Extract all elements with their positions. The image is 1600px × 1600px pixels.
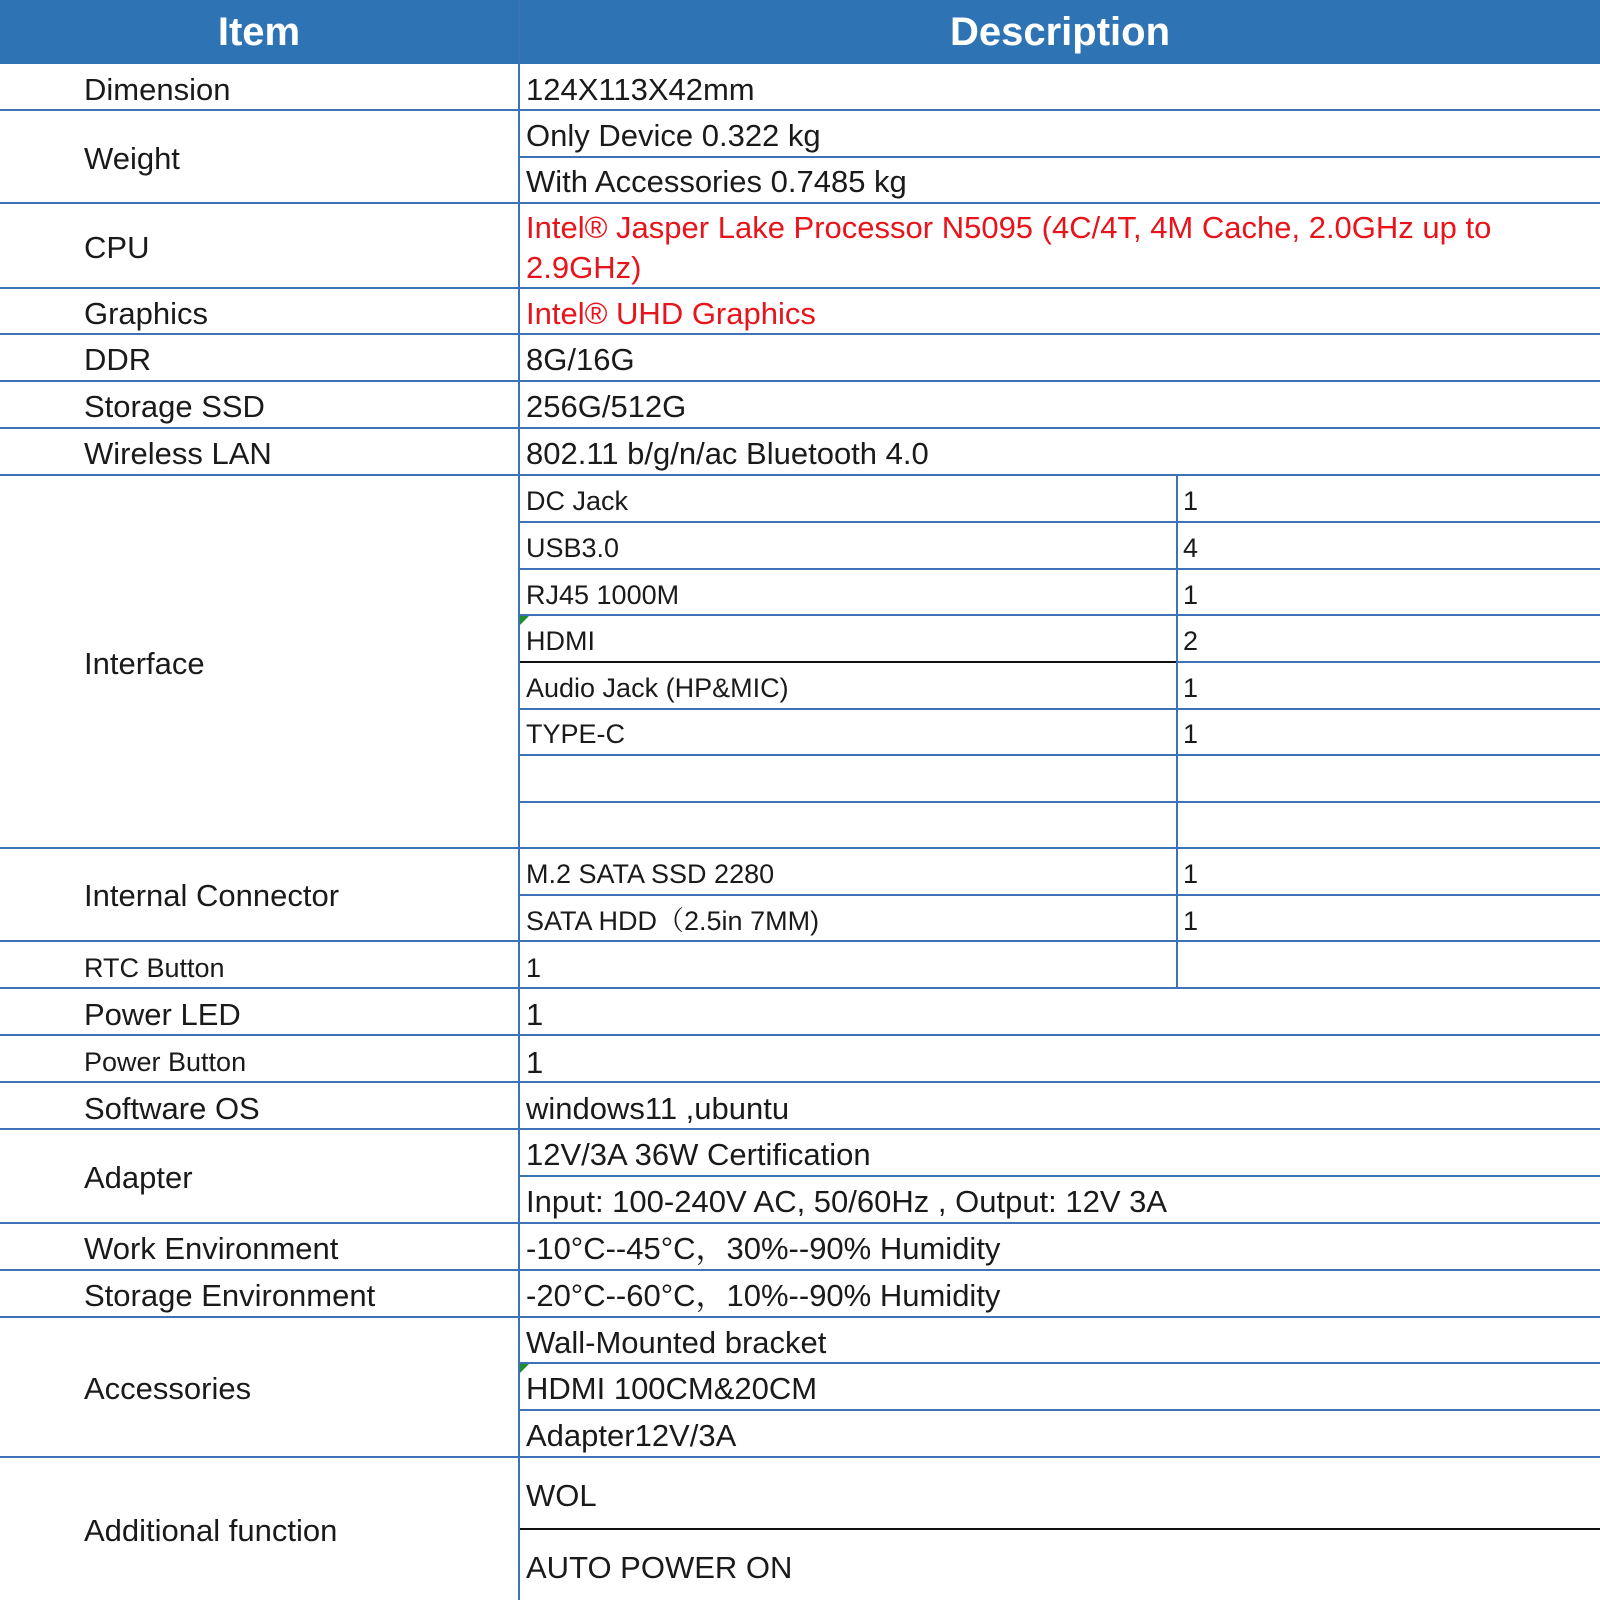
header-item: Item <box>0 0 518 64</box>
sub-divider <box>520 614 1600 616</box>
item-interface: Interface <box>84 646 205 681</box>
sub-divider <box>1178 661 1600 663</box>
value-wireless-lan: 802.11 b/g/n/ac Bluetooth 4.0 <box>526 436 929 471</box>
connector-count: 1 <box>1183 859 1199 889</box>
port-name: USB3.0 <box>526 533 620 563</box>
connector-count: 1 <box>1183 906 1199 936</box>
item-accessories: Accessories <box>84 1371 252 1406</box>
item-dimension: Dimension <box>84 72 231 107</box>
sub-divider <box>520 754 1600 756</box>
item-internal-connector: Internal Connector <box>84 878 340 913</box>
value-graphics: Intel® UHD Graphics <box>526 296 816 331</box>
value-storage-ssd: 256G/512G <box>526 389 687 424</box>
port-count: 1 <box>1183 580 1199 610</box>
value-ddr: 8G/16G <box>526 342 635 377</box>
sub-divider <box>520 156 1600 158</box>
item-cpu: CPU <box>84 230 150 265</box>
row-divider <box>0 474 1600 476</box>
value-accessory: HDMI 100CM&20CM <box>526 1371 818 1406</box>
value-function-wol: WOL <box>526 1478 597 1513</box>
port-count: 1 <box>1183 719 1199 749</box>
port-name: HDMI <box>526 626 595 656</box>
row-divider <box>0 380 1600 382</box>
row-divider <box>0 987 1600 989</box>
sub-divider <box>520 568 1600 570</box>
item-storage-ssd: Storage SSD <box>84 389 265 424</box>
value-adapter-cert: 12V/3A 36W Certification <box>526 1137 871 1172</box>
row-divider <box>0 1034 1600 1036</box>
port-count: 1 <box>1183 486 1199 516</box>
item-wireless-lan: Wireless LAN <box>84 436 272 471</box>
column-divider <box>518 0 520 1600</box>
row-divider <box>0 847 1600 849</box>
row-divider <box>0 1081 1600 1083</box>
sub-divider <box>520 661 1176 663</box>
value-function-auto-power-on: AUTO POWER ON <box>526 1550 793 1585</box>
connector-name: M.2 SATA SSD 2280 <box>526 859 775 889</box>
row-divider <box>0 1316 1600 1318</box>
row-divider <box>0 333 1600 335</box>
port-count: 4 <box>1183 533 1199 563</box>
header-description: Description <box>520 0 1600 64</box>
item-graphics: Graphics <box>84 296 209 331</box>
count-column-divider <box>1176 474 1178 987</box>
row-divider <box>0 202 1600 204</box>
item-adapter: Adapter <box>84 1160 193 1195</box>
sub-divider <box>520 708 1600 710</box>
value-rtc-button: 1 <box>526 953 542 983</box>
item-additional-function: Additional function <box>84 1513 338 1548</box>
sub-divider <box>520 894 1600 896</box>
value-power-button: 1 <box>526 1045 544 1080</box>
port-count: 2 <box>1183 626 1199 656</box>
port-name: DC Jack <box>526 486 629 516</box>
value-storage-environment: -20°C--60°C，10%--90% Humidity <box>526 1278 1001 1313</box>
row-divider <box>0 109 1600 111</box>
value-dimension: 124X113X42mm <box>526 72 755 107</box>
value-cpu: Intel® Jasper Lake Processor N5095 (4C/4T, 4M Cache, 2.0GHz up to 2.9GHz) <box>526 210 1492 285</box>
value-software-os: windows11 ,ubuntu <box>526 1091 790 1126</box>
value-weight-accessories: With Accessories 0.7485 kg <box>526 164 907 199</box>
value-accessory: Adapter12V/3A <box>526 1418 737 1453</box>
item-ddr: DDR <box>84 342 152 377</box>
item-storage-environment: Storage Environment <box>84 1278 376 1313</box>
row-divider <box>0 1128 1600 1130</box>
cell-comment-marker <box>520 616 529 625</box>
connector-name: SATA HDD（2.5in 7MM) <box>526 906 820 936</box>
value-accessory: Wall-Mounted bracket <box>526 1325 827 1360</box>
sub-divider <box>520 1409 1600 1411</box>
item-power-button: Power Button <box>84 1047 247 1077</box>
port-name: Audio Jack (HP&MIC) <box>526 673 789 703</box>
port-count: 1 <box>1183 673 1199 703</box>
item-work-environment: Work Environment <box>84 1231 339 1266</box>
sub-divider <box>520 1362 1600 1364</box>
sub-divider <box>520 801 1600 803</box>
item-weight: Weight <box>84 141 180 176</box>
row-divider <box>0 1269 1600 1271</box>
sub-divider <box>520 1175 1600 1177</box>
value-power-led: 1 <box>526 997 544 1032</box>
port-name: RJ45 1000M <box>526 580 680 610</box>
row-divider <box>0 940 1600 942</box>
row-divider <box>0 1222 1600 1224</box>
item-power-led: Power LED <box>84 997 241 1032</box>
item-rtc-button: RTC Button <box>84 953 225 983</box>
sub-divider <box>520 521 1600 523</box>
row-divider <box>0 1456 1600 1458</box>
value-work-environment: -10°C--45°C，30%--90% Humidity <box>526 1231 1001 1266</box>
value-weight-device: Only Device 0.322 kg <box>526 118 821 153</box>
port-name: TYPE-C <box>526 719 626 749</box>
sub-divider <box>520 1528 1600 1530</box>
item-software-os: Software OS <box>84 1091 260 1126</box>
row-divider <box>0 427 1600 429</box>
value-adapter-io: Input: 100-240V AC, 50/60Hz , Output: 12V 3A <box>526 1184 1168 1219</box>
